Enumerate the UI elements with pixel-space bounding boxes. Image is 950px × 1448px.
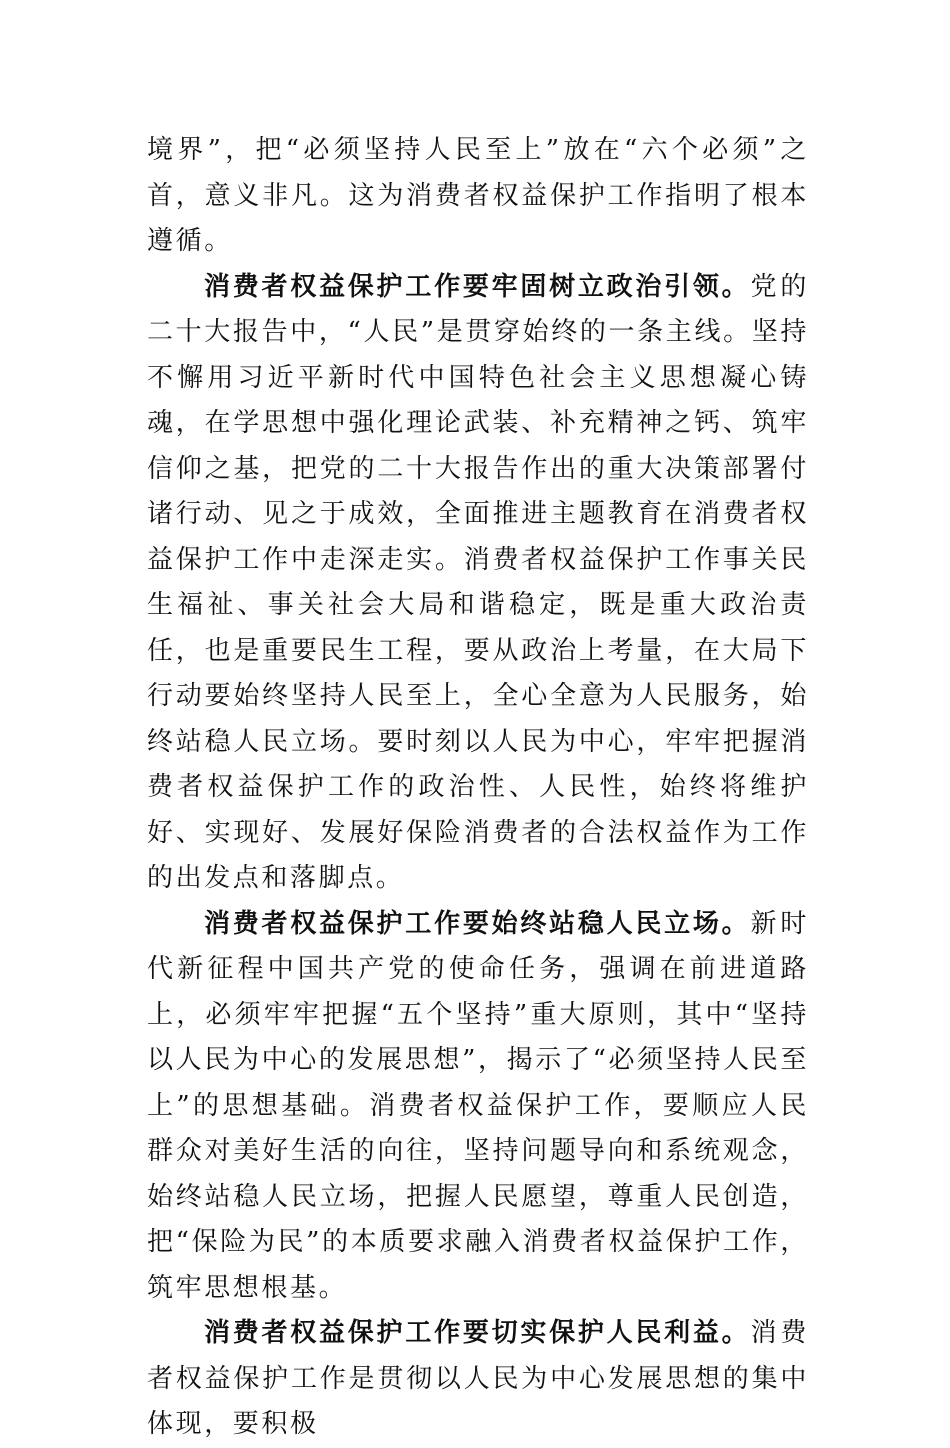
- paragraph-lead-heading: 消费者权益保护工作要牢固树立政治引领。: [204, 271, 751, 302]
- paragraph-lead-heading: 消费者权益保护工作要切实保护人民利益。: [204, 1318, 751, 1348]
- paragraph-political-guidance: [147, 265, 809, 902]
- paragraph-text: 党的二十大报告中，“人民”是贯穿始终的一条主线。坚持不懈用习近平新时代中国特色社会主义思想凝心铸魂，在学思想中强化理论武装、补充精神之钙、筑牢信仰之基，把党的二十大报告作出的重大决策部署付诸行动、见之于成效，全面推进主题教育在消费者权益保护工作中走深走实。消费者权益保护工作事关民生福祉、事关社会大局和谐稳定，既是重大政治责任，也是重要民生工程，要从政治上考量，在大局下行动要始终坚持人民至上，全心全意为人民服务，始终站稳人民立场。要时刻以人民为中心，牢牢把握消费者权益保护工作的政治性、人民性，始终将维护好、实现好、发展好保险消费者的合法权益作为工作的出发点和落脚点。: [147, 271, 809, 893]
- paragraph-text: 境界”，把“必须坚持人民至上”放在“六个必须”之首，意义非凡。这为消费者权益保护工作指明了根本遵循。: [147, 135, 809, 256]
- paragraph-people-stance: [147, 902, 809, 1312]
- paragraph-lead-heading: 消费者权益保护工作要始终站稳人民立场。: [204, 908, 751, 939]
- paragraph-text: 消费者权益保护工作是贯彻以人民为中心发展思想的集中体现，要积极: [147, 1318, 809, 1439]
- document-body: [147, 128, 809, 1448]
- paragraph-continuation: [147, 128, 809, 265]
- paragraph-text: 新时代新征程中国共产党的使命任务，强调在前进道路上，必须牢牢把握“五个坚持”重大原则，其中“坚持以人民为中心的发展思想”，揭示了“必须坚持人民至上”的思想基础。消费者权益保护工作，要顺应人民群众对美好生活的向往，坚持问题导向和系统观念，始终站稳人民立场，把握人民愿望，尊重人民创造，把“保险为民”的本质要求融入消费者权益保护工作，筑牢思想根基。: [147, 908, 809, 1303]
- paragraph-people-interests: [147, 1311, 809, 1448]
